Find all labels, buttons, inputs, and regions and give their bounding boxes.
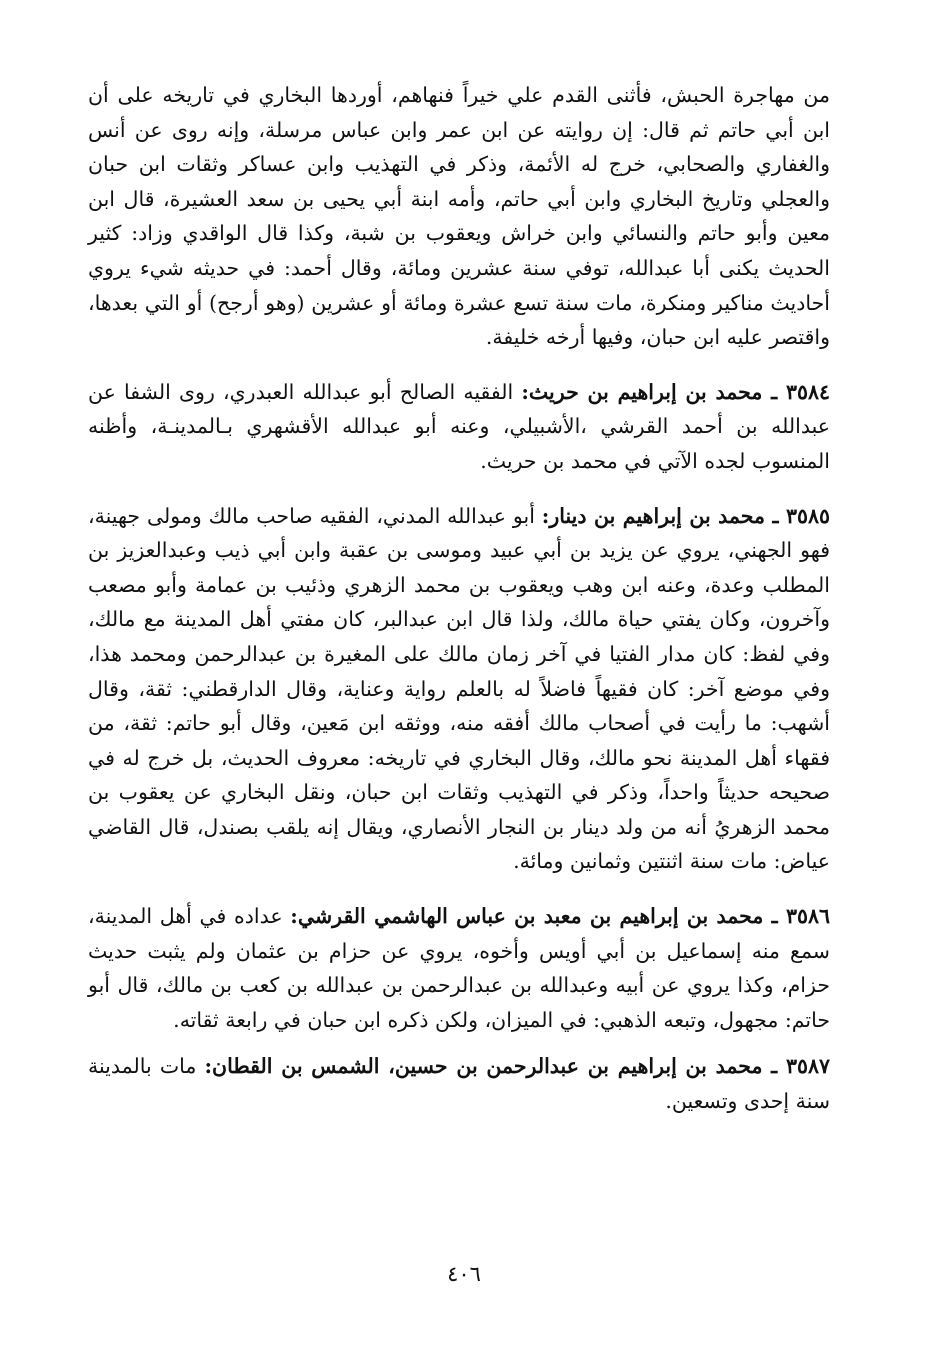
entry-heading: ٣٥٨٧ ـ محمد بن إبراهيم بن عبدالرحمن بن حسين، الشمس بن القطان: bbox=[204, 1054, 830, 1079]
entry-text: مات بالمدينة سنة إحدى وتسعين. bbox=[88, 1054, 830, 1114]
continuation-paragraph: من مهاجرة الحبش، فأثنى القدم علي خيراً فنهاهم، أوردها البخاري في تاريخه على أن ابن أبي حاتم ثم قال: إن روايته عن ابن عمر وابن عباس مرسلة، وإنه روى عن أنس والغفاري والصحابي، خرج له الأئمة، وذكر في التهذيب وابن عساكر وثقات ابن حبان والعجلي وتاريخ البخاري وابن أبي حاتم، وأمه ابنة أبي يحيى بن سعد العشيرة، قال ابن معين وأبو حاتم والنسائي وابن خراش ويعقوب بن شبة، وكذا قال الواقدي وزاد: كثير الحديث يكنى أبا عبدالله، توفي سنة عشرين ومائة، وقال أحمد: في حديثه شيء يروي أحاديث مناكير ومنكرة، مات سنة تسع عشرة ومائة أو عشرين (وهو أرجح) أو التي بعدها، واقتصر عليه ابن حبان، وفيها أرخه خليفة. bbox=[88, 83, 830, 350]
page-body bbox=[88, 78, 830, 1119]
entry-text: أبو عبدالله المدني، الفقيه صاحب مالك ومولى جهينة، فهو الجهني، يروي عن يزيد بن أبي عبيد وموسى بن عقبة وابن أبي ذيب وعبدالعزيز بن المطلب وعدة، وعنه ابن وهب ويعقوب بن محمد الزهري وذئيب بن عمامة وأبو مصعب وآخرون، وكان يفتي حياة مالك، ولذا قال ابن عبدالبر، كان مفتي أهل المدينة مع مالك، وفي لفظ: كان مدار الفتيا في آخر زمان مالك على المغيرة بن عبدالرحمن ومحمد هذا، وفي موضع آخر: كان فقيهاً فاضلاً له بالعلم رواية وعناية، وقال الدارقطني: ثقة، وقال أشهب: ما رأيت في أصحاب مالك أفقه منه، ووثقه ابن مَعين، وقال أبو حاتم: ثقة، من فقهاء أهل المدينة نحو مالك، وقال البخاري في تاريخه: معروف الحديث، بل خرج له في صحيحه حديثاً واحداً، وذكر في التهذيب وثقات ابن حبان، ونقل البخاري عن يعقوب بن محمد الزهريُ أنه من ولد دينار بن النجار الأنصاري، ويقال إنه يلقب بصندل، قال القاضي عياض: مات سنة اثنتين وثمانين ومائة. bbox=[88, 503, 830, 874]
entry-text: الفقيه الصالح أبو عبدالله العبدري، روى الشفا عن عبدالله بن أحمد القرشي ،الأشبيلي، وعنه أبو عبدالله الأقشهري بـالمدينـة، وأظنه المنسوب لجده الآتي في محمد بن حريث. bbox=[88, 379, 830, 473]
entry-heading: ٣٥٨٥ ـ محمد بن إبراهيم بن دينار: bbox=[541, 503, 831, 528]
entry-heading: ٣٥٨٤ ـ محمد بن إبراهيم بن حريث: bbox=[521, 379, 830, 404]
entry-heading: ٣٥٨٦ ـ محمد بن إبراهيم بن معبد بن عباس الهاشمي القرشي: bbox=[290, 904, 830, 929]
entry-text: عداده في أهل المدينة، سمع منه إسماعيل بن أبي أويس وأخوه، يروي عن حزام بن عثمان ولم يثبت حديث حزام، وكذا يروي عن أبيه وعبدالله بن عبدالرحمن بن عبدالله بن كعب بن مالك، قال أبو حاتم: مجهول، وتبعه الذهبي: في الميزان، ولكن ذكره ابن حبان في رابعة ثقاته. bbox=[88, 904, 830, 1032]
entry-3587 bbox=[88, 1049, 830, 1118]
entry-3584 bbox=[88, 375, 830, 479]
entry-3586 bbox=[88, 899, 830, 1037]
entry-3585 bbox=[88, 499, 830, 880]
page-number: ٤٠٦ bbox=[447, 1262, 481, 1286]
